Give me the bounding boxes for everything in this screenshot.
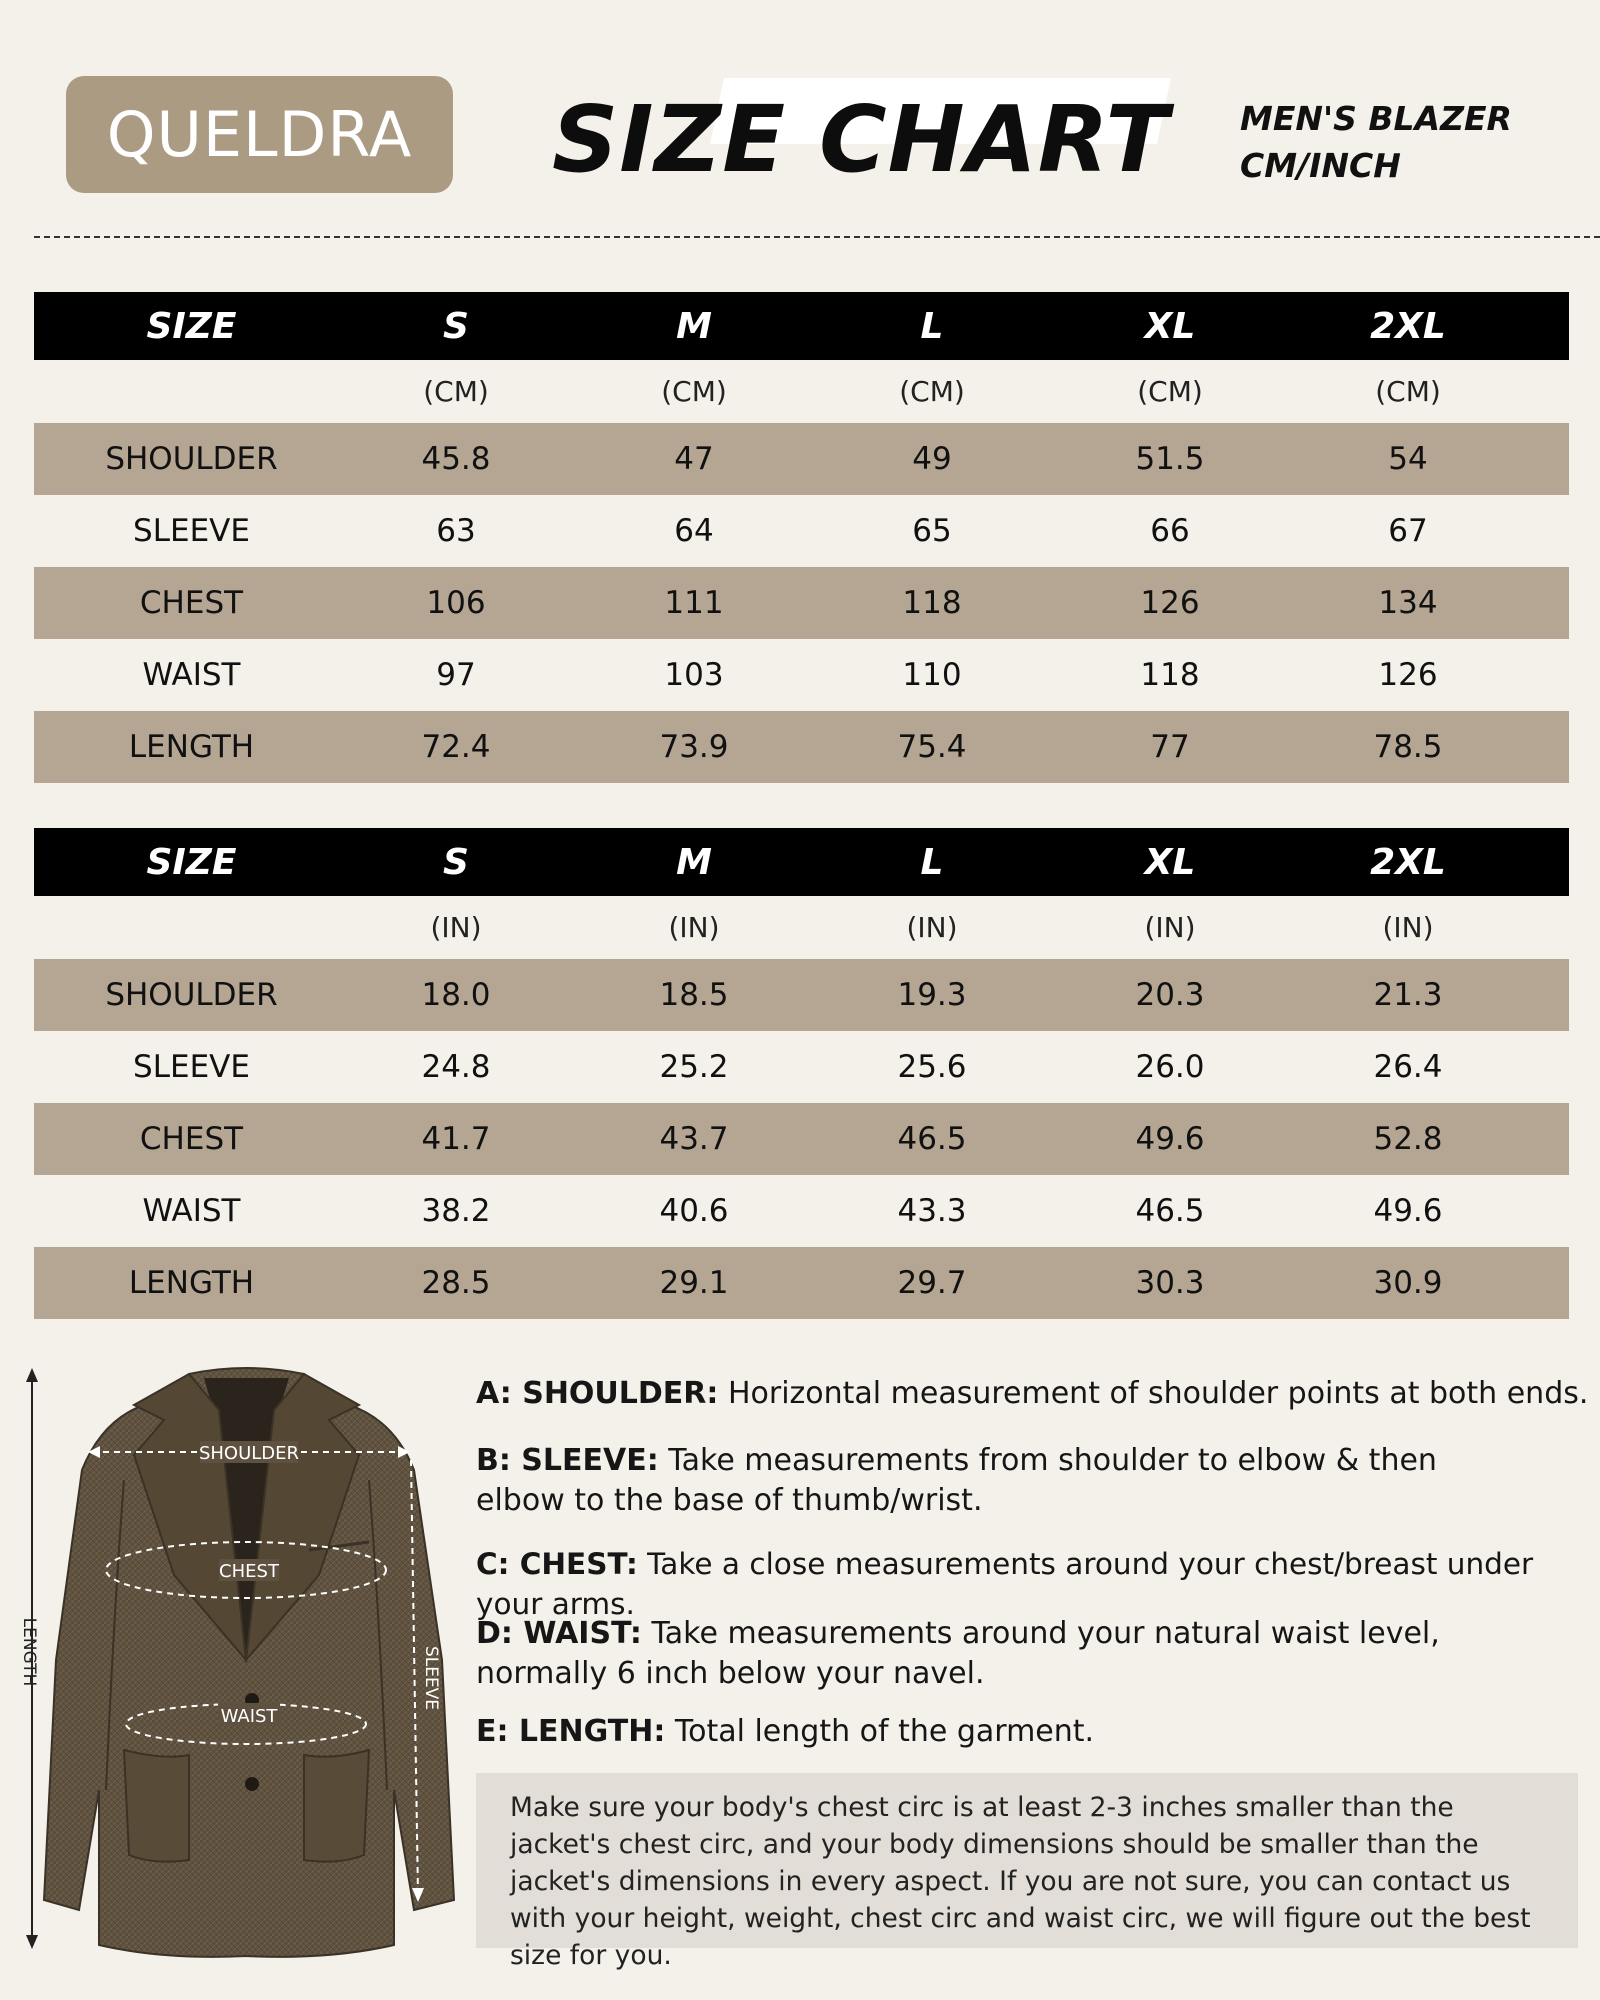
table-cell: 118 [1140,657,1200,693]
description-sleeve [476,1441,1526,1521]
title-block [552,78,1170,193]
row-label: CHEST [139,585,244,621]
table-cell: 26.0 [1135,1049,1205,1085]
table-cell: 29.1 [659,1265,729,1301]
size-table-cm [34,292,1569,783]
table-cell: 126 [1378,657,1438,693]
description-text: Horizontal measurement of shoulder points at both ends. [718,1376,1589,1411]
diagram-label-chest: CHEST [219,1561,279,1582]
table-row-chest [34,567,1569,639]
description-label: B: SLEEVE: [476,1443,659,1478]
table-cell: 28.5 [421,1265,491,1301]
header-cell: XL [1144,841,1196,883]
table-cell: 110 [902,657,962,693]
table-row-waist [34,1175,1569,1247]
table-row-waist [34,639,1569,711]
table-row-length [34,1247,1569,1319]
header-cell: 2XL [1370,305,1446,347]
table-cell: 26.4 [1373,1049,1443,1085]
unit-cell: (IN) [430,911,482,944]
subtitle-units: CM/INCH [1240,146,1401,185]
table-cell: 51.5 [1135,441,1205,477]
diagram-label-sleeve: SLEEVE [421,1645,441,1711]
unit-cell: (CM) [661,375,727,408]
brand-name: QUELDRA [106,98,413,171]
table-cell: 78.5 [1373,729,1443,765]
table-header-row [34,828,1569,896]
table-cell: 67 [1388,513,1428,549]
row-label: WAIST [142,657,241,693]
product-subtitle [1240,95,1512,189]
description-text: Take measurements from shoulder to elbow & then elbow to the base of thumb/wrist. [476,1443,1437,1518]
diagram-label-waist: WAIST [220,1706,278,1727]
table-cell: 75.4 [897,729,967,765]
header-cell: SIZE [146,305,237,347]
table-cell: 63 [436,513,476,549]
unit-row [34,360,1569,423]
table-cell: 106 [426,585,486,621]
unit-cell: (IN) [668,911,720,944]
table-cell: 18.0 [421,977,491,1013]
row-label: LENGTH [128,1265,255,1301]
table-cell: 72.4 [421,729,491,765]
table-cell: 19.3 [897,977,967,1013]
header-cell: L [920,841,944,883]
row-label: SHOULDER [105,977,278,1013]
diagram-label-shoulder: SHOULDER [198,1443,300,1464]
header-cell: L [920,305,944,347]
table-cell: 18.5 [659,977,729,1013]
measurement-diagram [14,1360,474,1960]
jacket-illustration [14,1360,474,1960]
header-cell: S [443,841,469,883]
table-cell: 118 [902,585,962,621]
table-cell: 54 [1388,441,1428,477]
table-cell: 41.7 [421,1121,491,1157]
table-row-sleeve [34,1031,1569,1103]
diagram-label-length: LENGTH [19,1617,39,1687]
table-cell: 49 [912,441,952,477]
description-label: D: WAIST: [476,1616,642,1651]
table-row-sleeve [34,495,1569,567]
table-cell: 52.8 [1373,1121,1443,1157]
table-cell: 47 [674,441,714,477]
unit-cell: (IN) [906,911,958,944]
table-cell: 46.5 [1135,1193,1205,1229]
table-cell: 103 [664,657,724,693]
table-cell: 30.9 [1373,1265,1443,1301]
table-cell: 24.8 [421,1049,491,1085]
table-cell: 111 [664,585,724,621]
description-label: E: LENGTH: [476,1714,666,1749]
row-label: WAIST [142,1193,241,1229]
table-row-shoulder [34,423,1569,495]
table-cell: 25.2 [659,1049,729,1085]
header-cell: SIZE [146,841,237,883]
table-header-row [34,292,1569,360]
button-icon [245,1777,259,1791]
table-cell: 73.9 [659,729,729,765]
table-cell: 49.6 [1373,1193,1443,1229]
table-row-shoulder [34,959,1569,1031]
table-cell: 64 [674,513,714,549]
subtitle-product: MEN'S BLAZER [1240,99,1512,138]
table-cell: 49.6 [1135,1121,1205,1157]
description-chest [476,1544,1596,1624]
fit-advice-note: Make sure your body's chest circ is at least 2-3 inches smaller than the jacket's chest circ, and your body dimensions should be smaller than the jacket's dimensions in every aspect. If you are not sure, you can contact us with your height, weight, chest circ and waist circ, we will figure out the best size for you. [476,1773,1578,1948]
header-cell: M [676,841,712,883]
table-cell: 134 [1378,585,1438,621]
unit-cell: (IN) [1144,911,1196,944]
description-text: Take measurements around your natural waist level, normally 6 inch below your navel. [476,1616,1440,1691]
row-label: LENGTH [128,729,255,765]
table-row-chest [34,1103,1569,1175]
table-cell: 21.3 [1373,977,1443,1013]
header-cell: XL [1144,305,1196,347]
unit-cell: (CM) [423,375,489,408]
table-cell: 66 [1150,513,1190,549]
unit-cell: (CM) [899,375,965,408]
table-cell: 77 [1150,729,1190,765]
table-cell: 43.3 [897,1193,967,1229]
brand-logo [66,76,453,193]
table-cell: 46.5 [897,1121,967,1157]
unit-cell: (IN) [1382,911,1434,944]
table-cell: 25.6 [897,1049,967,1085]
header-cell: M [676,305,712,347]
unit-cell: (CM) [1375,375,1441,408]
description-shoulder [476,1374,1596,1414]
description-length [476,1712,1596,1752]
description-text: Take a close measurements around your chest/breast under your arms. [476,1547,1534,1621]
description-text: Total length of the garment. [665,1714,1095,1749]
header-cell: 2XL [1370,841,1446,883]
table-cell: 65 [912,513,952,549]
header-cell: S [443,305,469,347]
size-table-in [34,828,1569,1319]
row-label: SLEEVE [133,513,250,549]
description-waist [476,1614,1566,1694]
table-cell: 45.8 [421,441,491,477]
table-cell: 126 [1140,585,1200,621]
row-label: CHEST [139,1121,244,1157]
row-label: SHOULDER [105,441,278,477]
table-cell: 29.7 [897,1265,967,1301]
page-title: SIZE CHART [552,86,1170,193]
dashed-divider [34,236,1600,238]
row-label: SLEEVE [133,1049,250,1085]
unit-row [34,896,1569,959]
table-cell: 43.7 [659,1121,729,1157]
table-cell: 97 [436,657,476,693]
table-cell: 30.3 [1135,1265,1205,1301]
table-cell: 20.3 [1135,977,1205,1013]
table-cell: 40.6 [659,1193,729,1229]
description-label: A: SHOULDER: [476,1376,719,1411]
table-cell: 38.2 [421,1193,491,1229]
table-row-length [34,711,1569,783]
description-label: C: CHEST: [476,1547,638,1581]
unit-cell: (CM) [1137,375,1203,408]
